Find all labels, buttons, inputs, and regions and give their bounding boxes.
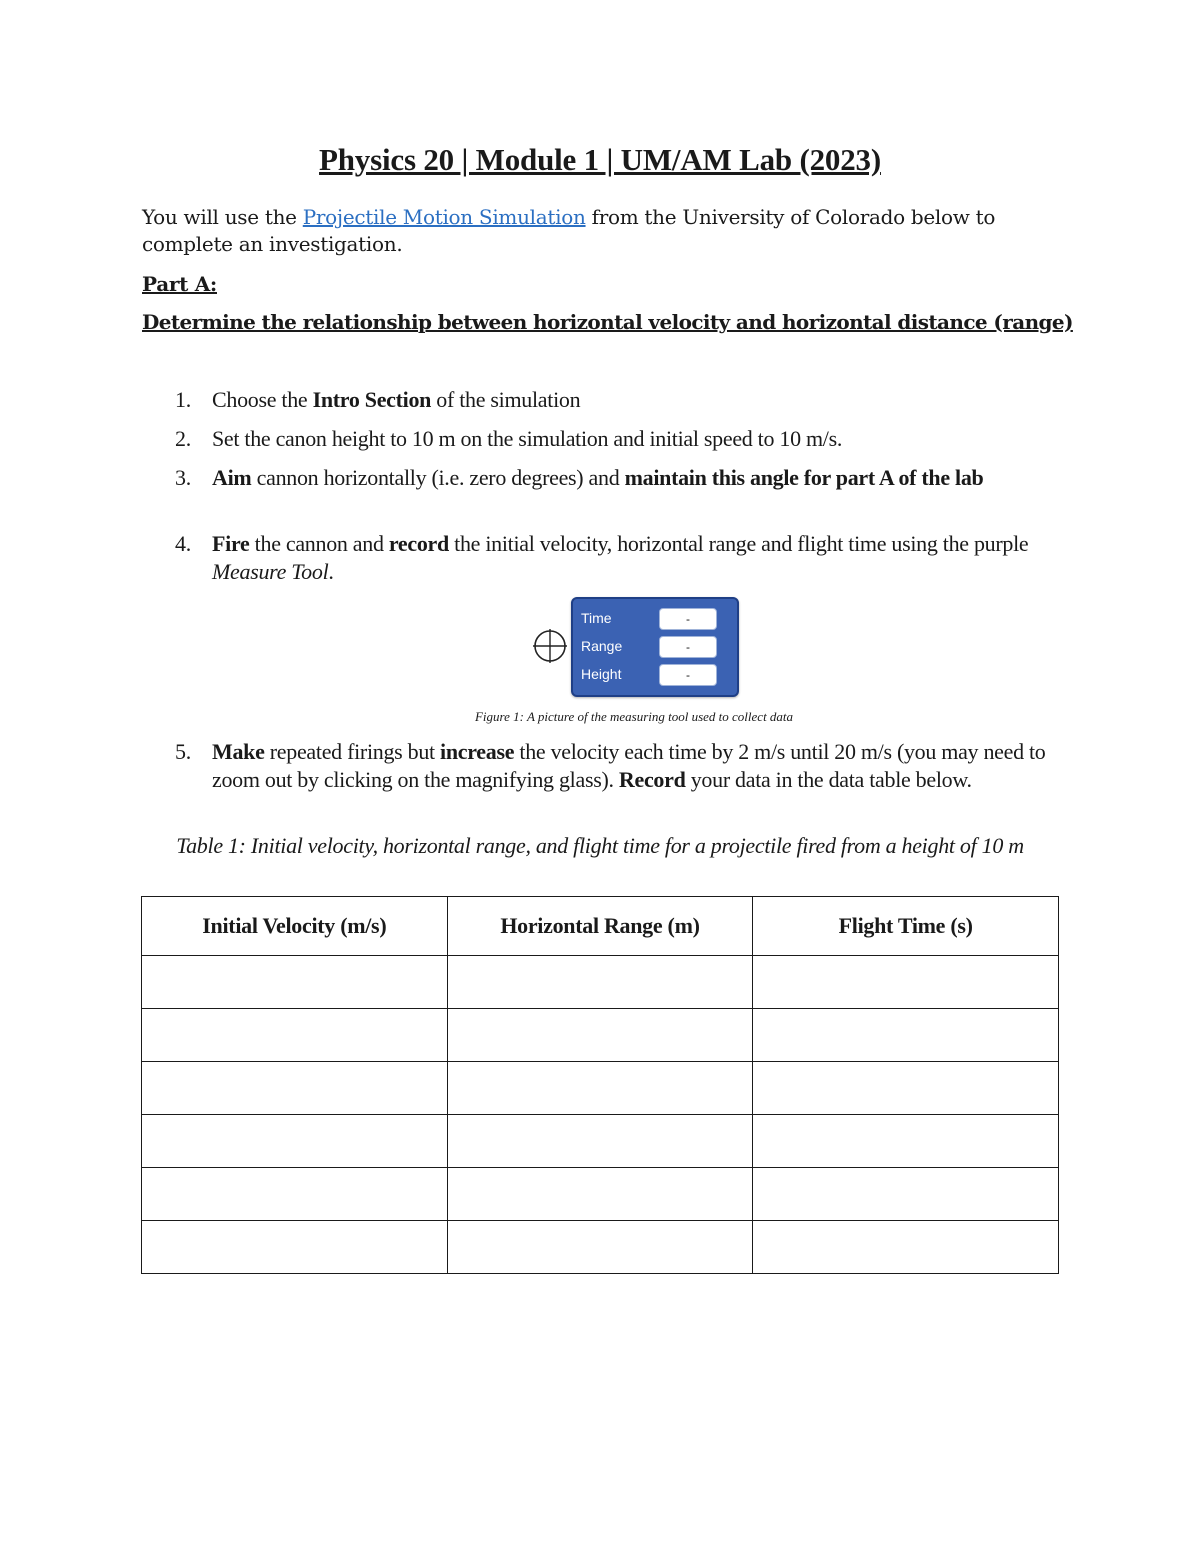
intro-paragraph <box>142 204 1042 258</box>
step-text-run: of the simulation <box>431 387 581 412</box>
part-a-heading: Part A: <box>142 272 217 296</box>
simulation-link[interactable]: Projectile Motion Simulation <box>302 205 586 229</box>
page-title: Physics 20 | Module 1 | UM/AM Lab (2023) <box>319 142 881 177</box>
measure-label: Height <box>581 666 622 682</box>
step-text-run: repeated firings but <box>264 739 441 764</box>
step-text <box>212 530 1057 586</box>
step-text-run: Fire <box>212 531 250 556</box>
table-cell[interactable] <box>142 1168 448 1221</box>
step-text-run: Record <box>618 767 686 792</box>
data-table <box>141 896 1059 1274</box>
step-text-run: Intro Section <box>312 387 432 412</box>
table-cell[interactable] <box>142 1221 448 1274</box>
measure-row-range <box>579 635 733 659</box>
table-cell[interactable] <box>447 1168 753 1221</box>
step-text-run: record <box>388 531 449 556</box>
table-cell[interactable] <box>753 1221 1059 1274</box>
step-number: 5. <box>175 739 191 764</box>
step-text-run: Make <box>212 739 265 764</box>
step-number: 2. <box>175 426 191 451</box>
table-cell[interactable] <box>447 1115 753 1168</box>
objective-heading: Determine the relationship between horizontal velocity and horizontal distance (range) <box>142 310 1073 334</box>
step-text-run: the cannon and <box>249 531 389 556</box>
crosshair-icon <box>532 628 568 664</box>
step-number: 4. <box>175 531 191 556</box>
table-cell[interactable] <box>753 1062 1059 1115</box>
table-cell[interactable] <box>753 1168 1059 1221</box>
step-text-run: your data in the data table below. <box>685 767 972 792</box>
table-row <box>142 1115 1059 1168</box>
measure-label: Time <box>581 610 612 626</box>
table-caption: Table 1: Initial velocity, horizontal range, and flight time for a projectile fired from a height of 10 m <box>176 833 1024 858</box>
intro-text-after: from the University of Colorado below to complete an investigation. <box>142 205 996 256</box>
table-cell[interactable] <box>753 1009 1059 1062</box>
step-text-run: . <box>328 559 334 584</box>
table-row <box>142 1009 1059 1062</box>
step-text <box>212 738 1057 794</box>
header-flight-time: Flight Time (s) <box>753 897 1059 956</box>
measure-row-time <box>579 607 733 631</box>
header-horizontal-range: Horizontal Range (m) <box>447 897 753 956</box>
table-cell[interactable] <box>447 1009 753 1062</box>
table-row <box>142 1062 1059 1115</box>
step-text-run: increase <box>440 739 515 764</box>
table-row <box>142 1221 1059 1274</box>
intro-text-before: You will use the <box>142 205 303 229</box>
table-row <box>142 1168 1059 1221</box>
measure-tool-panel <box>571 597 739 697</box>
table-cell[interactable] <box>447 956 753 1009</box>
step-text-run: Set the canon height to 10 m on the simulation and initial speed to 10 m/s. <box>212 426 843 451</box>
table-cell[interactable] <box>447 1221 753 1274</box>
header-initial-velocity: Initial Velocity (m/s) <box>142 897 448 956</box>
table-cell[interactable] <box>447 1062 753 1115</box>
table-cell[interactable] <box>142 956 448 1009</box>
step-text <box>212 386 1057 414</box>
step-text <box>212 464 1057 492</box>
step-text-run: Choose the <box>212 387 313 412</box>
step-text-run: cannon horizontally (i.e. zero degrees) and <box>251 465 625 490</box>
measure-value: - <box>659 664 717 686</box>
table-cell[interactable] <box>753 1115 1059 1168</box>
measure-label: Range <box>581 638 623 654</box>
measure-value: - <box>659 608 717 630</box>
table-header-row <box>142 897 1059 956</box>
table-row <box>142 956 1059 1009</box>
step-text <box>212 425 1057 453</box>
table-cell[interactable] <box>142 1115 448 1168</box>
measure-row-height <box>579 663 733 687</box>
step-text-run: Measure Tool <box>212 559 329 584</box>
step-number: 3. <box>175 465 191 490</box>
step-number: 1. <box>175 387 191 412</box>
step-text-run: maintain this angle for part A of the lab <box>624 465 984 490</box>
measure-value: - <box>659 636 717 658</box>
step-text-run: Aim <box>212 465 252 490</box>
table-cell[interactable] <box>142 1009 448 1062</box>
figure-caption: Figure 1: A picture of the measuring tool used to collect data <box>474 709 794 724</box>
step-text-run: the initial velocity, horizontal range and flight time using the purple <box>448 531 1029 556</box>
measure-tool-figure <box>532 597 738 695</box>
table-cell[interactable] <box>753 956 1059 1009</box>
step-text-run: the velocity each time by 2 m/s until 20 m/s (you may need to zoom out by clicking on the magnifying glass). <box>212 739 1046 792</box>
table-cell[interactable] <box>142 1062 448 1115</box>
